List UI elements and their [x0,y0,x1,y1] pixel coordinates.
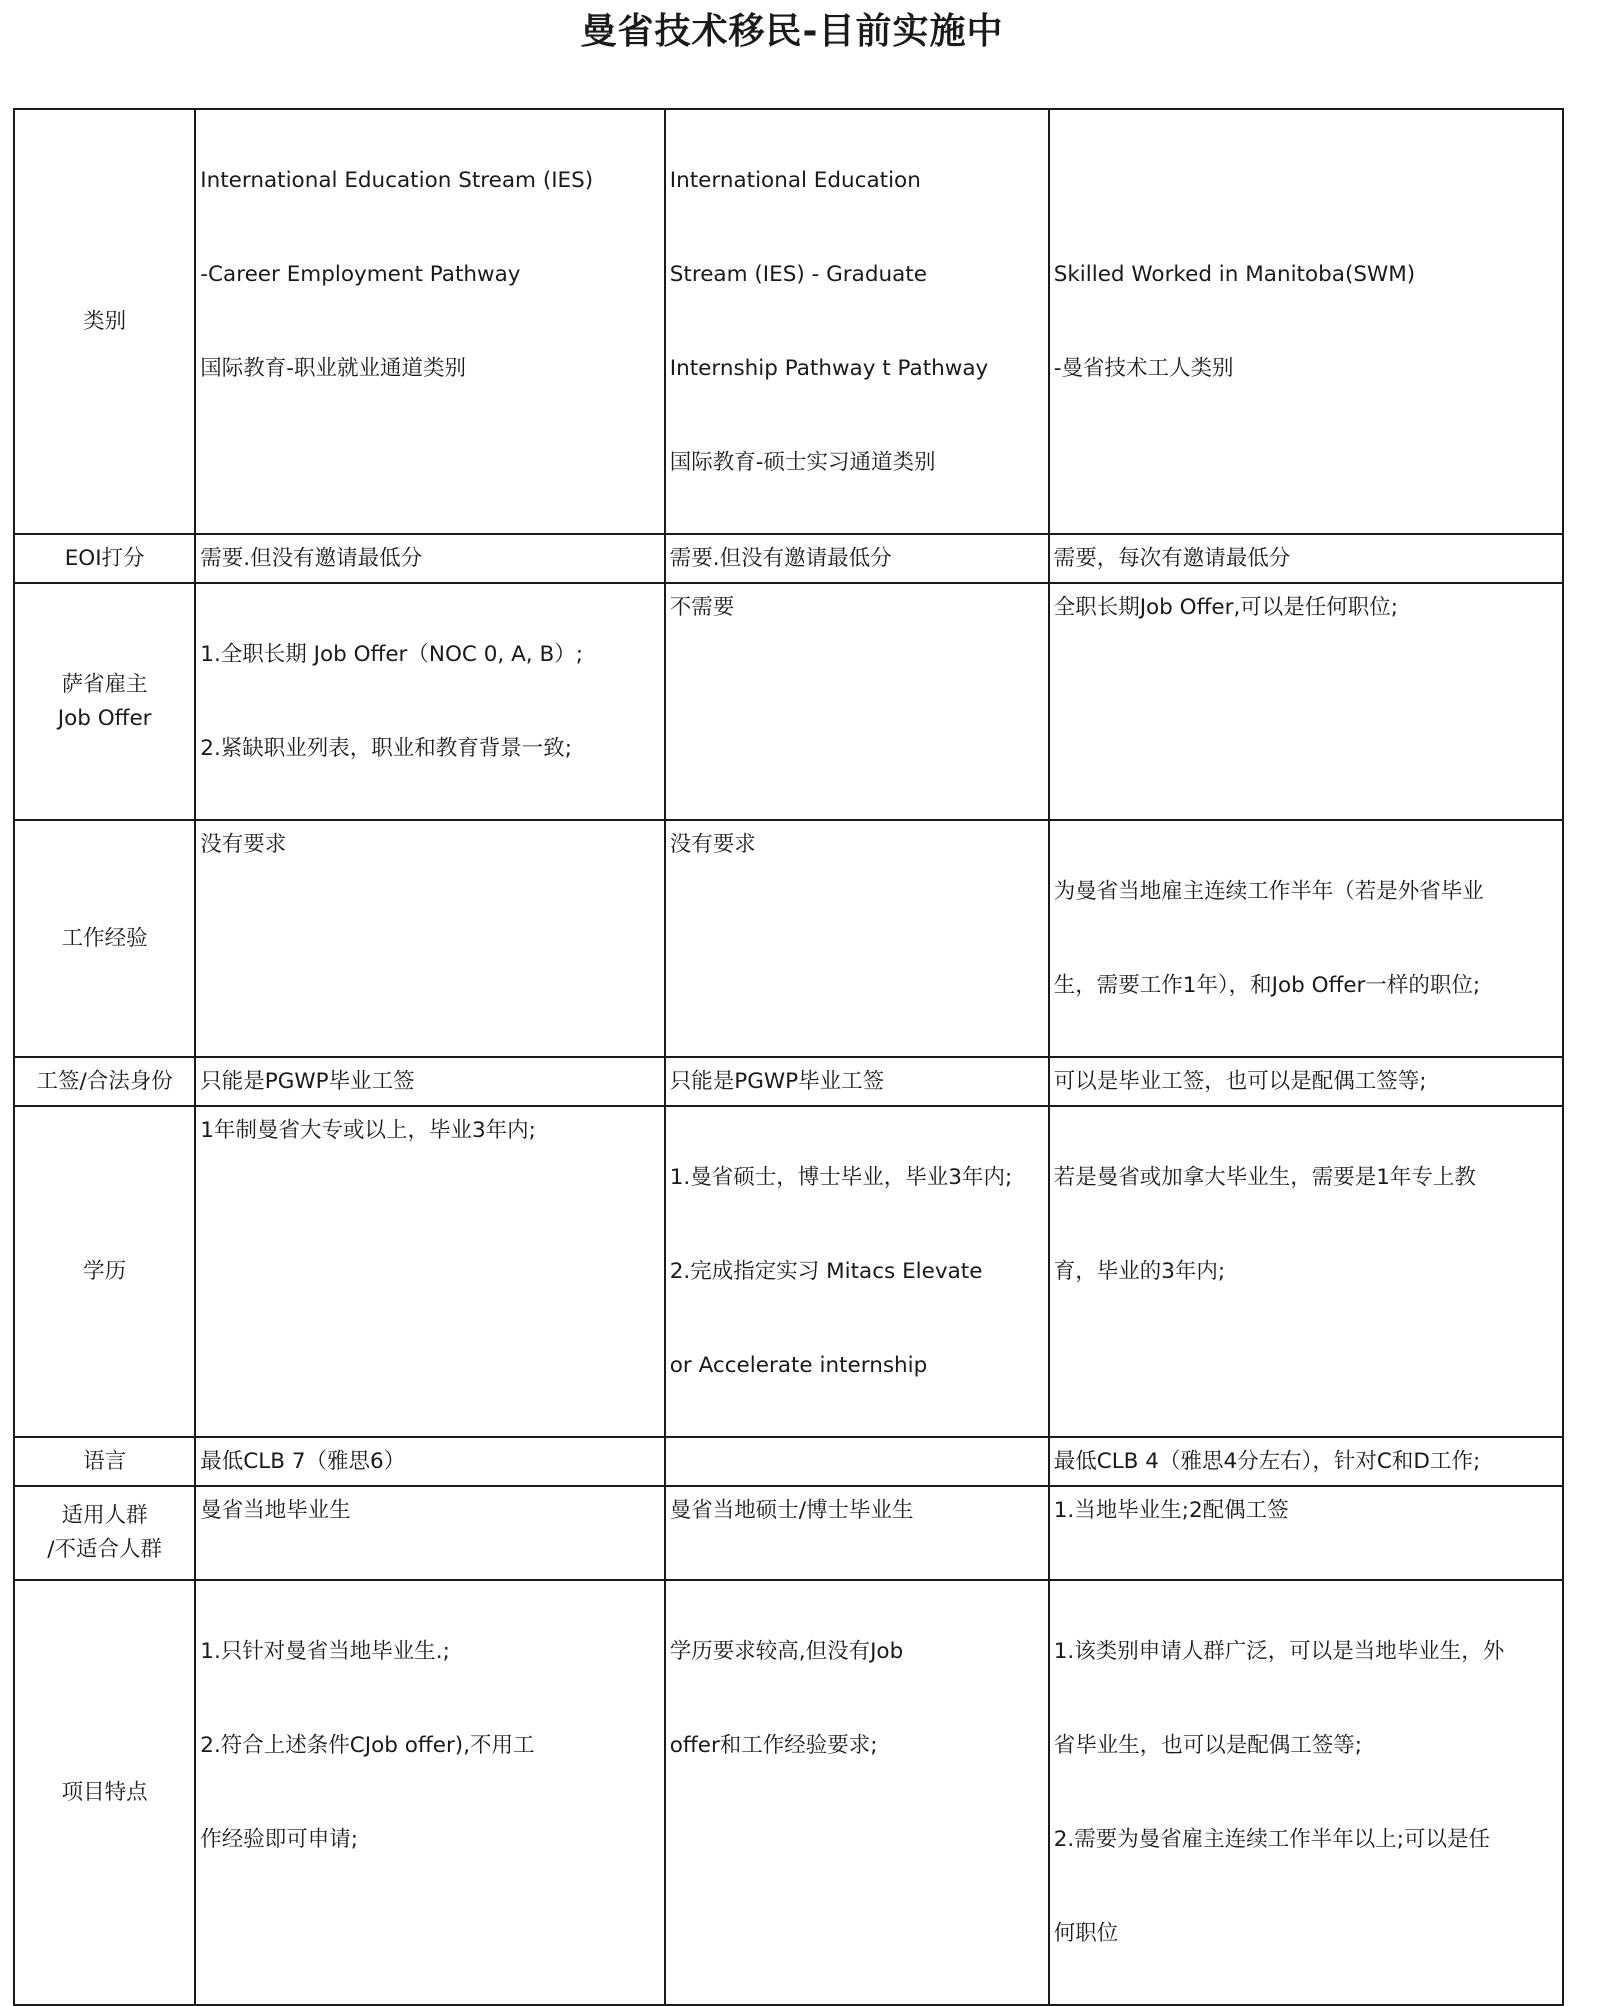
cell-line: 1.该类别申请人群广泛，可以是当地毕业生，外 [1053,1639,1505,1664]
cell-line: 学历要求较高,但没有Job [669,1639,904,1664]
cell-swm [1049,583,1563,820]
cell-line: 作经验即可申请; [200,1827,359,1852]
cell-ies-graduate [665,1106,1049,1437]
cell-swm [1049,534,1563,583]
cell-ies-graduate [665,1580,1049,2005]
cell-line: 曼省当地硕士/博士毕业生 [669,1498,914,1523]
cell-ies-graduate [665,534,1049,583]
cell-ies-career [195,820,664,1057]
cell-line: 全职长期Job Offer,可以是任何职位; [1053,595,1399,620]
cell-ies-graduate [665,1057,1049,1106]
cell-line: 需要.但没有邀请最低分 [200,546,423,571]
table-row-education [14,1106,1563,1437]
cell-line: 1.曼省硕士，博士毕业，毕业3年内; [669,1165,1013,1190]
cell-line: 2.需要为曼省雇主连续工作半年以上;可以是任 [1053,1827,1490,1852]
row-label: 学历 [14,1106,195,1437]
page-title: 曼省技术移民-目前实施中 [580,11,1004,52]
header-swm-line: Skilled Worked in Manitoba(SWM) [1053,262,1416,287]
cell-line: 何职位 [1053,1921,1119,1946]
cell-line: 没有要求 [669,832,756,857]
cell-ies-career [195,1437,664,1486]
cell-ies-graduate [665,820,1049,1057]
cell-line: 需要，每次有邀请最低分 [1053,546,1291,571]
cell-line: offer和工作经验要求; [669,1733,878,1758]
cell-swm [1049,1580,1563,2005]
header-ies-graduate-line: 国际教育-硕士实习通道类别 [669,450,936,475]
cell-line: 最低CLB 4（雅思4分左右），针对C和D工作; [1053,1449,1481,1474]
header-ies-career-line: -Career Employment Pathway [200,262,521,287]
cell-line: 若是曼省或加拿大毕业生，需要是1年专上教 [1053,1165,1476,1190]
cell-ies-graduate [665,1486,1049,1580]
row-label: 工签/合法身份 [14,1057,195,1106]
header-swm-line: -曼省技术工人类别 [1053,356,1234,381]
cell-ies-career [195,1580,664,2005]
table-row-work-experience [14,820,1563,1057]
table-row-features [14,1580,1563,2005]
cell-line: 只能是PGWP毕业工签 [669,1069,885,1094]
cell-swm [1049,1437,1563,1486]
header-ies-career-line: International Education Stream (IES) [200,168,594,193]
cell-line: 曼省当地毕业生 [200,1498,351,1523]
cell-ies-graduate [665,1437,1049,1486]
cell-line: 2.紧缺职业列表，职业和教育背景一致; [200,736,573,761]
table-row-eoi [14,534,1563,583]
header-ies-graduate-line: Internship Pathway t Pathway [669,356,989,381]
cell-line: 为曼省当地雇主连续工作半年（若是外省毕业 [1053,879,1484,904]
cell-swm [1049,1057,1563,1106]
row-label-category: 类别 [14,109,195,534]
header-swm [1049,109,1563,534]
row-label: 工作经验 [14,820,195,1057]
row-label: EOI打分 [14,534,195,583]
header-ies-graduate [665,109,1049,534]
cell-swm [1049,1106,1563,1437]
cell-line: 可以是毕业工签，也可以是配偶工签等; [1053,1069,1427,1094]
cell-line: 需要.但没有邀请最低分 [669,546,892,571]
row-label: 语言 [14,1437,195,1486]
cell-ies-career [195,583,664,820]
cell-line: 育，毕业的3年内; [1053,1259,1226,1284]
header-ies-career-line: 国际教育-职业就业通道类别 [200,356,467,381]
cell-line: 2.完成指定实习 Mitacs Elevate [669,1259,983,1284]
cell-ies-graduate [665,583,1049,820]
cell-line: 1.当地毕业生;2配偶工签 [1053,1498,1289,1523]
row-label: 项目特点 [14,1580,195,2005]
cell-line: 没有要求 [200,832,287,857]
cell-line: or Accelerate internship [669,1353,928,1378]
cell-line: 1.全职长期 Job Offer（NOC 0, A, B）; [200,642,583,667]
comparison-table [13,108,1564,2006]
cell-line: 2.符合上述条件CJob offer),不用工 [200,1733,535,1758]
cell-swm [1049,1486,1563,1580]
cell-line: 只能是PGWP毕业工签 [200,1069,415,1094]
cell-ies-career [195,1486,664,1580]
table-header-row [14,109,1563,534]
cell-line: 最低CLB 7（雅思6） [200,1449,406,1474]
cell-line: 1年制曼省大专或以上，毕业3年内; [200,1118,536,1143]
row-label: 萨省雇主 Job Offer [14,583,195,820]
table-row-job-offer [14,583,1563,820]
cell-ies-career [195,1057,664,1106]
header-ies-career [195,109,664,534]
cell-swm [1049,820,1563,1057]
cell-line: 1.只针对曼省当地毕业生.; [200,1639,450,1664]
cell-ies-career [195,1106,664,1437]
header-ies-graduate-line: Stream (IES) - Graduate [669,262,927,287]
cell-line: 生，需要工作1年），和Job Offer一样的职位; [1053,973,1481,998]
table-row-work-permit [14,1057,1563,1106]
cell-line: 不需要 [669,595,735,620]
header-ies-graduate-line: International Education [669,168,921,193]
row-label: 适用人群 /不适合人群 [14,1486,195,1580]
table-row-target-group [14,1486,1563,1580]
cell-line: 省毕业生，也可以是配偶工签等; [1053,1733,1362,1758]
cell-ies-career [195,534,664,583]
table-row-language [14,1437,1563,1486]
